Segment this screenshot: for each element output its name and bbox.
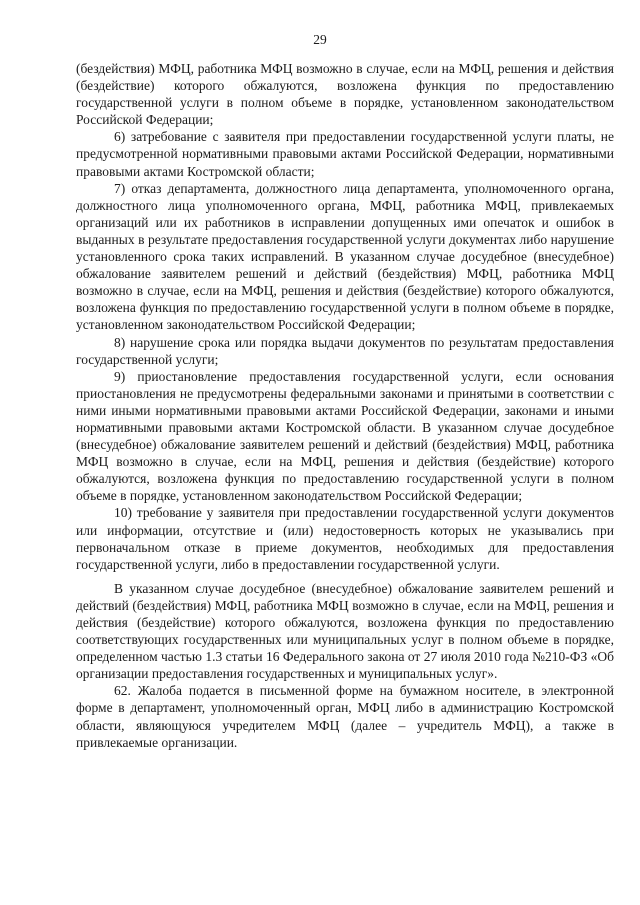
page-number: 29: [313, 32, 327, 47]
paragraph-item-9: 9) приостановление предоставления государственной услуги, если основания приостановления не предусмотрены федеральными законами и принятыми в соответствии с ними иными нормативными правовыми актами Российской Федерации, законами и иными нормативными правовыми актами Костромской области. В указанном случае досудебное (внесудебное) обжалование заявителем решений и действий (бездействия) МФЦ, работника МФЦ возможно в случае, если на МФЦ, решения и действия (бездействие) которого обжалуются, возложена функция по предоставлению государственной услуги в полном объеме в порядке, установленном законодательством Российской Федерации;: [76, 368, 614, 504]
paragraph-continuation: (бездействия) МФЦ, работника МФЦ возможно в случае, если на МФЦ, решения и действия (бездействие) которого обжалуются, возложена функция по предоставлению государственной услуги в полном объеме в порядке, установленном законодательством Российской Федерации;: [76, 61, 614, 128]
paragraph-item-10-note: В указанном случае досудебное (внесудебное) обжалование заявителем решений и действий (бездействия) МФЦ, работника МФЦ возможно в случае, если на МФЦ, решения и действия (бездействие) которого обжалуются, возложена функция по предоставлению соответствующих государственных или муниципальных услуг в полном объеме в порядке, определенном частью 1.3 статьи 16 Федерального закона от 27 июля 2010 года №210-ФЗ «Об организации предоставления государственных и муниципальных услуг».: [76, 580, 614, 682]
paragraph-item-7: 7) отказ департамента, должностного лица департамента, уполномоченного органа, должностного лица уполномоченного органа, МФЦ, работника МФЦ, привлекаемых организаций или их работников в исправлении допущенных ими опечаток и ошибок в выданных в результате предоставления государственной услуги документах либо нарушение установленного срока таких исправлений. В указанном случае досудебное (внесудебное) обжалование заявителем решений и действий (бездействия) МФЦ, работника МФЦ возможно в случае, если на МФЦ, решения и действия (бездействие) которого обжалуются, возложена функция по предоставлению государственной услуги в полном объеме в порядке, установленном законодательством Российской Федерации;: [76, 180, 614, 333]
paragraph-item-6: 6) затребование с заявителя при предоставлении государственной услуги платы, не предусмотренной нормативными правовыми актами Российской Федерации, нормативными правовыми актами Костромской области;: [76, 129, 614, 179]
paragraph-item-10: 10) требование у заявителя при предоставлении государственной услуги документов или информации, отсутствие и (или) недостоверность которых не указывались при первоначальном отказе в приеме документов, необходимых для предоставления государственной услуги, либо в предоставлении государственной услуги.: [76, 505, 614, 572]
paragraph-item-8: 8) нарушение срока или порядка выдачи документов по результатам предоставления государственной услуги;: [76, 334, 614, 367]
paragraph-item-62: 62. Жалоба подается в письменной форме на бумажном носителе, в электронной форме в департамент, уполномоченный орган, МФЦ либо в администрацию Костромской области, являющуюся учредителем МФЦ (далее – учредитель МФЦ), а также в привлекаемые организации.: [76, 683, 614, 750]
document-body: [76, 60, 614, 751]
